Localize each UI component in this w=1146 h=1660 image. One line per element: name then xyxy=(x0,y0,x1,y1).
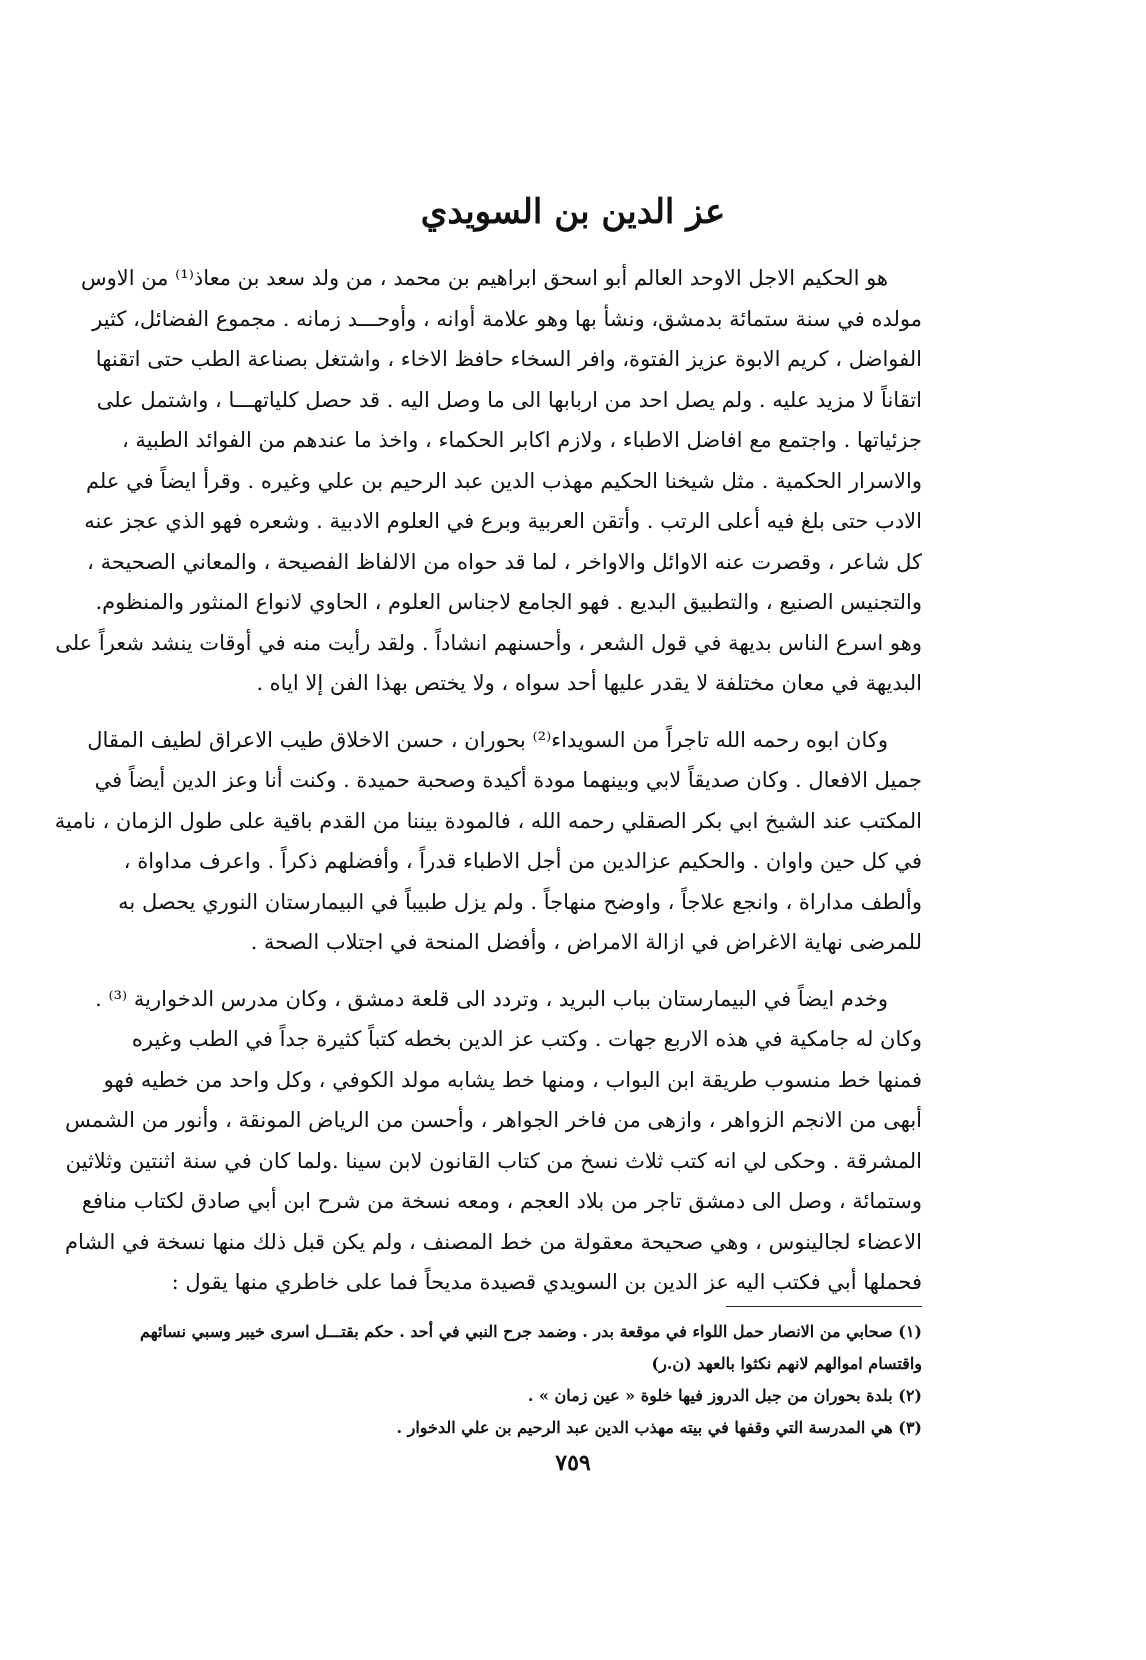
text-line: والتجنيس الصنيع ، والتطبيق البديع . فهو الجامع لاجناس العلوم ، الحاوي لانواع المنثور والمنظوم. xyxy=(95,590,922,614)
footnote-line: (٣) هي المدرسة التي وقفها في بيته مهذب الدين عبد الرحيم بن علي الدخوار . xyxy=(396,1418,922,1437)
text-line: وكان ابوه رحمه الله تاجراً من السويداء⁽²⁾ بحوران ، حسن الاخلاق طيب الاعراق لطيف المقال xyxy=(87,727,888,752)
text-line: مولده في سنة ستمائة بدمشق، ونشأ بها وهو علامة أوانه ، وأوحـــد زمانه . مجموع الفضائل، كثير xyxy=(92,306,922,331)
text-line: جزئياتها . واجتمع مع افاضل الاطباء ، ولازم اكابر الحكماء ، واخذ ما عندهم من الفوائد الطبية ، xyxy=(121,428,922,452)
text-line: في كل حين واوان . والحكيم عزالدين من أجل الاطباء قدراً ، وأفضلهم ذكراً . واعرف مداواة ، xyxy=(123,849,922,873)
text-line: فحملها أبي فكتب اليه عز الدين بن السويدي قصيدة مديحاً فما على خاطري منها يقول : xyxy=(171,1270,922,1294)
text-line: جميل الافعال . وكان صديقاً لابي وبينهما مودة أكيدة وصحبة حميدة . وكنت أنا وعز الدين أيضاً في xyxy=(94,768,922,792)
text-line: هو الحكيم الاجل الاوحد العالم أبو اسحق ابراهيم بن محمد ، من ولد سعد بن معاذ⁽¹⁾ من الاوس xyxy=(80,266,888,290)
text-line: الادب حتى بلغ فيه أعلى الرتب . وأتقن العربية وبرع في العلوم الادبية . وشعره فهو الذي عجز عنه xyxy=(84,509,922,533)
footnote-divider xyxy=(726,1306,922,1307)
text-line: للمرضى نهاية الاغراض في ازالة الامراض ، وأفضل المنحة في اجتلاب الصحة . xyxy=(250,930,922,954)
text-line: المكتب عند الشيخ ابي بكر الصقلي رحمه الله ، فالمودة بيننا من القدم باقية على طول الزمان ، نامية xyxy=(54,808,922,833)
text-line: اتقاناً لا مزيد عليه . ولم يصل احد من اربابها الى ما وصل اليه . قد حصل كلياتهـــا ، واشتمل على xyxy=(96,387,922,412)
text-line: كل شاعر ، وقصرت عنه الاوائل والاواخر ، لما قد حواه من الالفاظ الفصيحة ، والمعاني الصحيحة ، xyxy=(87,549,922,574)
page-number: ٧٥٩ xyxy=(555,1450,591,1476)
paragraph-3 xyxy=(65,979,922,1303)
footnotes xyxy=(139,1316,922,1444)
text-line: وألطف مداراة ، وانجع علاجاً ، واوضح منهاجاً . ولم يزل طبيباً في البيمارستان النوري يحصل به xyxy=(118,889,922,914)
footnote-line: (١) صحابي من الانصار حمل اللواء في موقعة بدر . وضمد جرح النبي في أحد . حكم بقتـــل اسرى خيبر وسبي نسائهم xyxy=(139,1322,922,1341)
text-line: وكان له جامكية في هذه الاربع جهات . وكتب عز الدين بخطه كتباً كثيرة جداً في الطب وغيره xyxy=(131,1027,922,1051)
text-line: الاعضاء لجالينوس ، وهي صحيحة معقولة من خط المصنف ، ولم يكن قبل ذلك منها نسخة في الشام xyxy=(65,1229,922,1254)
paragraph-2 xyxy=(54,720,922,963)
page-title: عز الدين بن السويدي xyxy=(420,192,726,232)
text-line: والاسرار الحكمية . مثل شيخنا الحكيم مهذب الدين عبد الرحيم بن علي وغيره . وقرأ ايضاً في علم xyxy=(85,468,922,493)
text-line: المشرقة . وحكى لي انه كتب ثلاث نسخ من كتاب القانون لابن سينا .ولما كان في سنة اثنتين وثلاثين xyxy=(65,1148,922,1173)
text-line: وخدم ايضاً في البيمارستان بباب البريد ، وتردد الى قلعة دمشق ، وكان مدرس الدخوارية ⁽³⁾ . xyxy=(95,986,888,1011)
text-line: فمنها خط منسوب طريقة ابن البواب ، ومنها خط يشابه مولد الكوفي ، وكل واحد من خطيه فهو xyxy=(103,1067,922,1092)
footnote-line: (٢) بلدة بحوران من جبل الدروز فيها خلوة « عين زمان » . xyxy=(527,1386,922,1405)
text-line: البديهة في معان مختلفة لا يقدر عليها أحد سواه ، ولا يختص بهذا الفن إلا اياه . xyxy=(256,671,922,695)
text-line: وهو اسرع الناس بديهة في قول الشعر ، وأحسنهم انشاداً . ولقد رأيت منه في أوقات ينشد شعراً على xyxy=(55,630,922,655)
text-line: أبهى من الانجم الزواهر ، وازهى من فاخر الجواهر ، وأحسن من الرياض المونقة ، وأنور من الشمس xyxy=(65,1108,922,1132)
paragraph-1 xyxy=(55,258,922,704)
text-line: وستمائة ، وصل الى دمشق تاجر من بلاد العجم ، ومعه نسخة من شرح ابن أبي صادق لكتاب منافع xyxy=(81,1189,922,1213)
text-line: الفواضل ، كريم الابوة عزيز الفتوة، وافر السخاء حافظ الاخاء ، واشتغل بصناعة الطب حتى اتقنها xyxy=(95,347,922,371)
footnote-line: واقتسام اموالهم لانهم نكثوا بالعهد (ن.ر) xyxy=(651,1354,922,1373)
body-text xyxy=(54,258,922,1303)
